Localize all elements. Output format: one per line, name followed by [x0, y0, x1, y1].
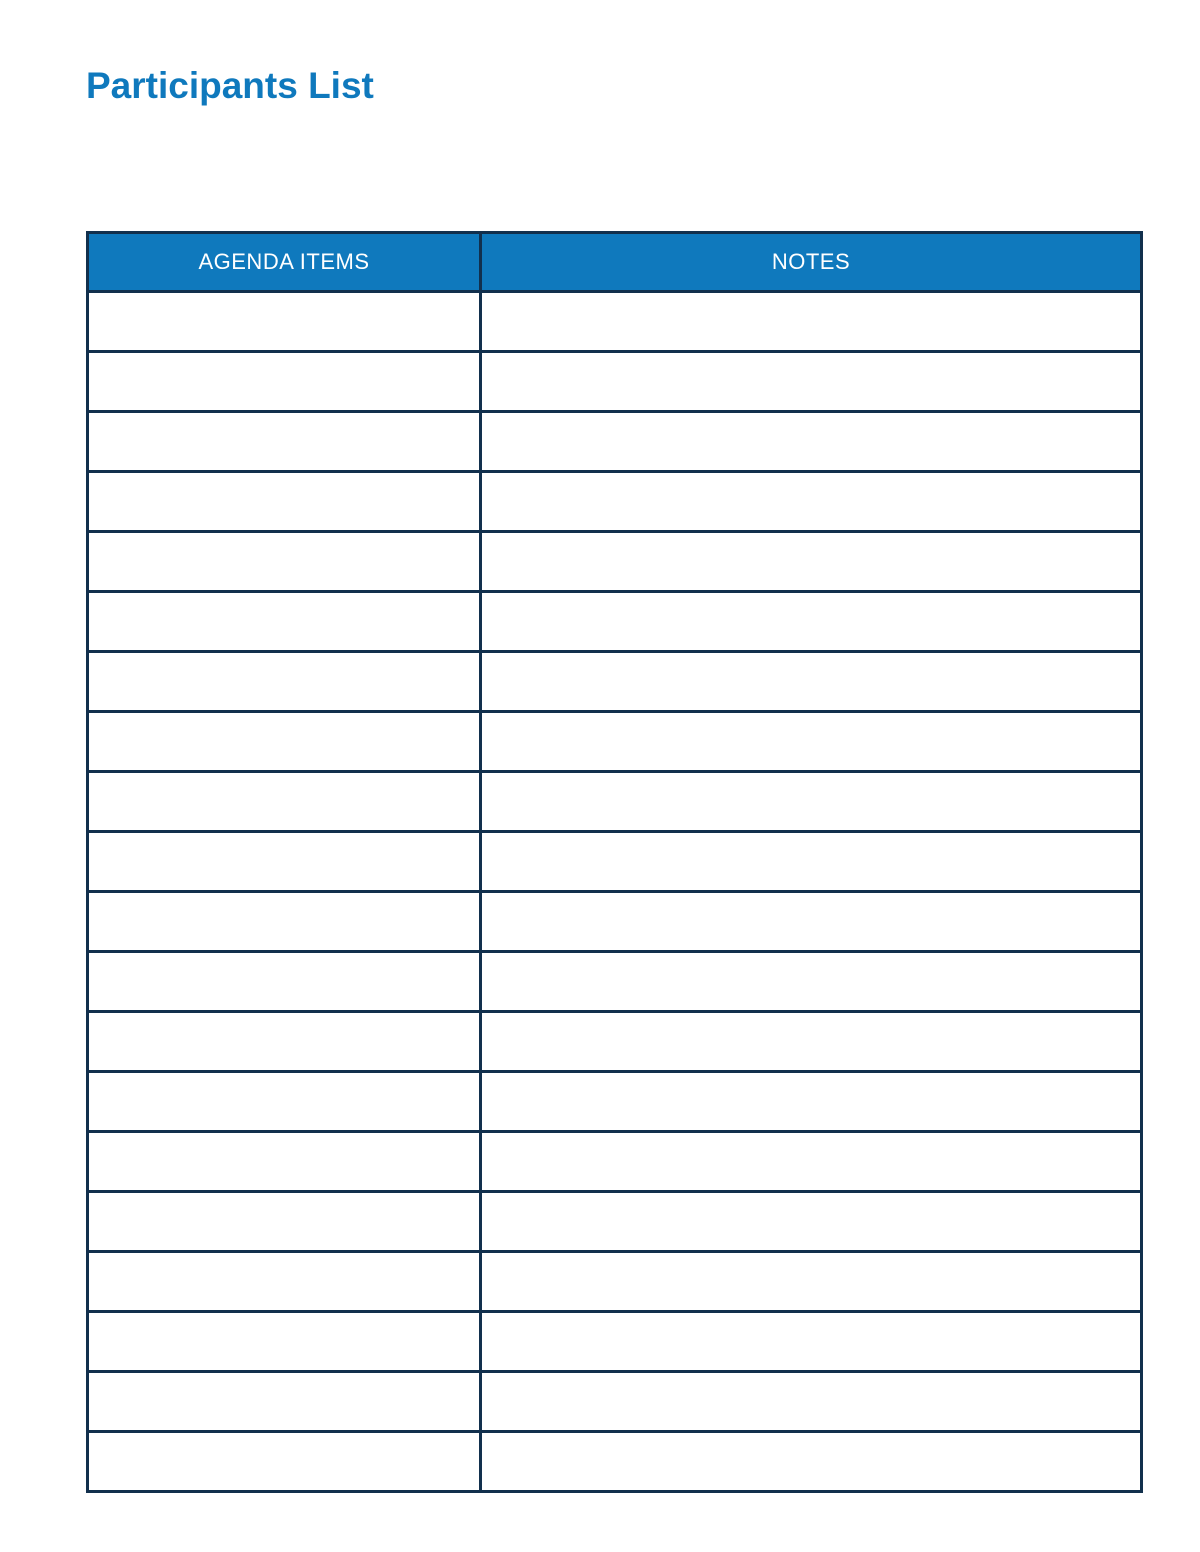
- agenda-item-cell[interactable]: [88, 532, 481, 592]
- table-row: [88, 1372, 1142, 1432]
- agenda-item-cell[interactable]: [88, 1072, 481, 1132]
- notes-cell[interactable]: [481, 292, 1142, 352]
- table-row: [88, 1312, 1142, 1372]
- header-notes: NOTES: [481, 233, 1142, 292]
- notes-cell[interactable]: [481, 412, 1142, 472]
- table-row: [88, 592, 1142, 652]
- agenda-item-cell[interactable]: [88, 952, 481, 1012]
- table-row: [88, 1192, 1142, 1252]
- agenda-item-cell[interactable]: [88, 772, 481, 832]
- table-header-row: [88, 233, 1142, 292]
- notes-cell[interactable]: [481, 892, 1142, 952]
- agenda-item-cell[interactable]: [88, 892, 481, 952]
- table-row: [88, 652, 1142, 712]
- notes-cell[interactable]: [481, 472, 1142, 532]
- table-row: [88, 1132, 1142, 1192]
- agenda-item-cell[interactable]: [88, 1372, 481, 1432]
- agenda-item-cell[interactable]: [88, 412, 481, 472]
- notes-cell[interactable]: [481, 1072, 1142, 1132]
- table-row: [88, 952, 1142, 1012]
- notes-cell[interactable]: [481, 1432, 1142, 1492]
- notes-cell[interactable]: [481, 532, 1142, 592]
- agenda-item-cell[interactable]: [88, 1012, 481, 1072]
- table-row: [88, 412, 1142, 472]
- table-row: [88, 832, 1142, 892]
- notes-cell[interactable]: [481, 1372, 1142, 1432]
- table-body: [88, 292, 1142, 1492]
- table-row: [88, 712, 1142, 772]
- table-row: [88, 892, 1142, 952]
- agenda-item-cell[interactable]: [88, 712, 481, 772]
- notes-cell[interactable]: [481, 1252, 1142, 1312]
- notes-cell[interactable]: [481, 832, 1142, 892]
- notes-cell[interactable]: [481, 1012, 1142, 1072]
- participants-table-container: [86, 231, 1140, 1493]
- notes-cell[interactable]: [481, 352, 1142, 412]
- agenda-item-cell[interactable]: [88, 1192, 481, 1252]
- notes-cell[interactable]: [481, 592, 1142, 652]
- header-agenda-items: AGENDA ITEMS: [88, 233, 481, 292]
- table-row: [88, 1252, 1142, 1312]
- agenda-item-cell[interactable]: [88, 1252, 481, 1312]
- table-row: [88, 1072, 1142, 1132]
- agenda-item-cell[interactable]: [88, 652, 481, 712]
- table-row: [88, 292, 1142, 352]
- agenda-item-cell[interactable]: [88, 352, 481, 412]
- notes-cell[interactable]: [481, 652, 1142, 712]
- agenda-item-cell[interactable]: [88, 472, 481, 532]
- table-row: [88, 1012, 1142, 1072]
- table-row: [88, 472, 1142, 532]
- notes-cell[interactable]: [481, 952, 1142, 1012]
- table-row: [88, 532, 1142, 592]
- agenda-item-cell[interactable]: [88, 1432, 481, 1492]
- notes-cell[interactable]: [481, 772, 1142, 832]
- notes-cell[interactable]: [481, 1312, 1142, 1372]
- agenda-item-cell[interactable]: [88, 1132, 481, 1192]
- agenda-item-cell[interactable]: [88, 1312, 481, 1372]
- participants-table: [86, 231, 1143, 1493]
- agenda-item-cell[interactable]: [88, 592, 481, 652]
- page-title: Participants List: [86, 65, 374, 106]
- table-row: [88, 352, 1142, 412]
- table-row: [88, 772, 1142, 832]
- notes-cell[interactable]: [481, 712, 1142, 772]
- agenda-item-cell[interactable]: [88, 832, 481, 892]
- table-row: [88, 1432, 1142, 1492]
- notes-cell[interactable]: [481, 1132, 1142, 1192]
- notes-cell[interactable]: [481, 1192, 1142, 1252]
- agenda-item-cell[interactable]: [88, 292, 481, 352]
